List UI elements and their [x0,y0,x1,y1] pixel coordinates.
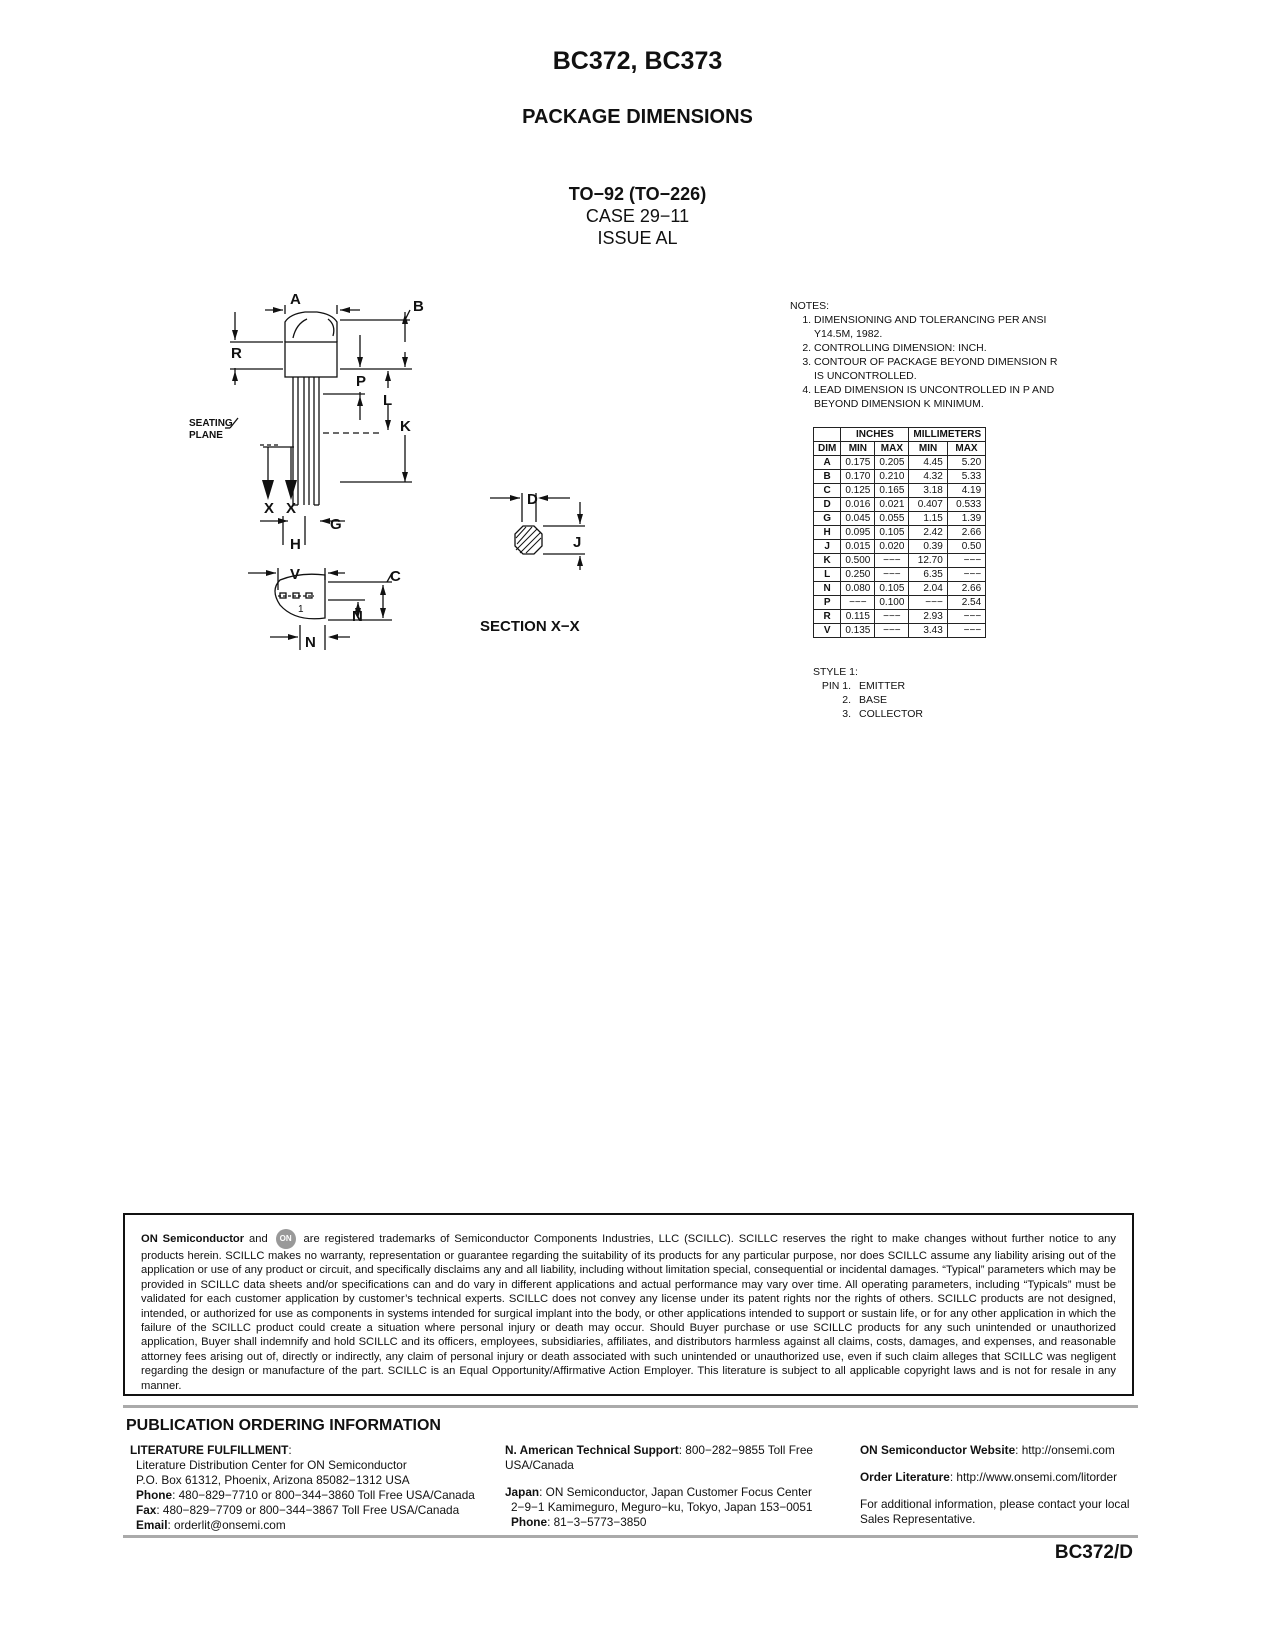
japan-phone-label: Phone [511,1515,548,1529]
value-cell: 5.20 [947,456,985,470]
pin-number: 3. [842,708,851,720]
phone-text: : 480−829−7710 or 800−344−3860 Toll Free USA/Canada [172,1488,475,1502]
col-header-dim: DIM [814,442,841,456]
value-cell: 5.33 [947,470,985,484]
value-cell: 2.42 [909,526,947,540]
value-cell: 0.115 [841,610,875,624]
table-row [814,498,986,512]
value-cell: 0.095 [841,526,875,540]
value-cell: 0.210 [875,470,909,484]
value-cell: 3.43 [909,624,947,638]
package-issue: ISSUE AL [597,228,678,248]
value-cell: 0.015 [841,540,875,554]
table-row [814,470,986,484]
value-cell: 0.39 [909,540,947,554]
package-case: CASE 29−11 [585,206,690,226]
dim-cell: V [814,624,841,638]
group-header-inches: INCHES [841,428,909,442]
table-row [814,540,986,554]
value-cell: 0.205 [875,456,909,470]
value-cell: 3.18 [909,484,947,498]
value-cell: −−− [875,624,909,638]
web-contacts [860,1443,1150,1527]
email-text: : orderlit@onsemi.com [167,1518,286,1532]
section-label: SECTION X−X [480,618,580,635]
label-X-right: X [286,500,297,517]
pin-list [813,679,923,721]
japan-label: Japan [505,1485,540,1499]
table-row [814,582,986,596]
dim-cell: G [814,512,841,526]
label-A: A [290,291,301,308]
lit-heading: LITERATURE FULFILLMENT [130,1443,289,1457]
value-cell: 2.93 [909,610,947,624]
value-cell: 0.045 [841,512,875,526]
note-item: 4. LEAD DIMENSION IS UNCONTROLLED IN P AND BEYOND DIMENSION K MINIMUM. [814,383,1070,411]
japan-address: 2−9−1 Kamimeguro, Meguro−ku, Tokyo, Japan 153−0051 [511,1500,813,1514]
dim-cell: J [814,540,841,554]
table-row [814,554,986,568]
dim-cell: H [814,526,841,540]
label-R: R [231,345,242,362]
notes-list [790,313,1070,411]
value-cell: 0.407 [909,498,947,512]
value-cell: 4.19 [947,484,985,498]
lit-line-2: P.O. Box 61312, Phoenix, Arizona 85082−1312 USA [136,1473,410,1487]
value-cell: 0.250 [841,568,875,582]
label-P: P [356,373,367,390]
divider-bottom [123,1535,1138,1538]
label-L: L [383,392,393,409]
package-name: TO−92 (TO−226) [568,184,707,204]
fax-label: Fax [136,1503,157,1517]
page-title: BC372, BC373 [552,47,723,75]
value-cell: 2.66 [947,526,985,540]
support-contacts [505,1443,835,1530]
on-logo-icon: ON [276,1229,296,1249]
value-cell: 1.39 [947,512,985,526]
label-K: K [400,418,411,435]
dim-cell: A [814,456,841,470]
legal-text: are registered trademarks of Semiconductor Components Industries, LLC (SCILLC). SCILLC reserves the right to make changes without further notice to any products herein. SCILLC makes no warranty, representation or guarantee regarding the suitability of its products for any particular purpose, nor does SCILLC assume any liability arising out of the application or use of any product or circuit, and specifically disclaims any and all liability, including without limitation special, consequential or incidental damages. “Typical” parameters which may be provided in SCILLC data sheets and/or specifications can and do vary in different applications and actual performance may vary over time. All operating parameters, including “Typicals” must be validated for each customer application by customer’s technical experts. SCILLC does not convey any license under its patent rights nor the rights of others. SCILLC products are not designed, intended, or authorized for use as components in systems intended for surgical implant into the body, or other applications intended to support or sustain life, or for any other application in which the failure of the SCILLC product could create a situation where personal injury or death may occur. Should Buyer purchase or use SCILLC products for any such unintended or unauthorized application, Buyer shall indemnify and hold SCILLC and its officers, employees, subsidiaries, affiliates, and distributors harmless against all claims, costs, damages, and expenses, and reasonable attorney fees arising out of, directly or indirectly, any claim of personal injury or death associated with such unintended or unauthorized use, even if such claim alleges that SCILLC was negligent regarding the design or manufacture of the part. SCILLC is an Equal Opportunity/Affirmative Action Employer. This literature is subject to all applicable copyright laws and is not for resale in any manner. [141,1232,1116,1392]
dimensions-table [813,427,986,638]
package-drawing [180,290,660,690]
lit-colon: : [288,1443,292,1457]
value-cell: 2.54 [947,596,985,610]
pin-number: PIN 1. [821,680,851,692]
label-N-lower: N [305,634,316,651]
value-cell: 4.32 [909,470,947,484]
dim-cell: L [814,568,841,582]
table-row [814,610,986,624]
col-header-mm-max: MAX [947,442,985,456]
japan-phone-text: : 81−3−5773−3850 [547,1515,647,1529]
table-corner [814,428,841,442]
style-heading: STYLE 1: [813,666,858,678]
group-header-millimeters: MILLIMETERS [909,428,986,442]
value-cell: 1.15 [909,512,947,526]
pin-number: 2. [842,694,851,706]
dim-cell: P [814,596,841,610]
value-cell: 0.135 [841,624,875,638]
value-cell: −−− [947,610,985,624]
note-item: 1. DIMENSIONING AND TOLERANCING PER ANSI Y14.5M, 1982. [814,313,1070,341]
value-cell: 0.500 [841,554,875,568]
value-cell: 0.100 [875,596,909,610]
na-support-label: N. American Technical Support [505,1443,679,1457]
dim-cell: B [814,470,841,484]
website-label: ON Semiconductor Website [860,1443,1016,1457]
value-cell: 0.105 [875,582,909,596]
section-title: PACKAGE DIMENSIONS [522,106,753,128]
dimensions-table-body [814,456,986,638]
email-label: Email [136,1518,168,1532]
pin1-label: 1 [298,604,304,615]
japan-text: : ON Semiconductor, Japan Customer Focus Center [539,1485,812,1499]
value-cell: 2.66 [947,582,985,596]
pin-function: EMITTER [859,680,906,692]
label-N-upper: N [352,608,363,625]
table-row [814,596,986,610]
body-contour [293,319,307,338]
body-outline [285,342,337,377]
bottom-arrowheads [266,570,386,640]
label-G: G [330,516,342,533]
value-cell: 0.533 [947,498,985,512]
order-literature-text: : http://www.onsemi.com/litorder [949,1470,1118,1484]
value-cell: 0.080 [841,582,875,596]
ordering-heading: PUBLICATION ORDERING INFORMATION [126,1417,441,1434]
document-number: BC372/D [1054,1542,1133,1563]
table-row [814,512,986,526]
value-cell: −−− [947,554,985,568]
body-contour-right [328,319,334,336]
phone-label: Phone [136,1488,173,1502]
seating-plane-label-2: PLANE [189,430,223,441]
value-cell: 0.021 [875,498,909,512]
notes-heading: NOTES: [790,300,830,312]
table-row [814,624,986,638]
label-V: V [290,566,301,583]
order-literature-label: Order Literature [860,1470,950,1484]
dim-cell: K [814,554,841,568]
dim-cell: N [814,582,841,596]
table-row [814,456,986,470]
value-cell: 2.04 [909,582,947,596]
value-cell: −−− [947,624,985,638]
label-X-left: X [264,500,275,517]
value-cell: 0.170 [841,470,875,484]
fax-text: : 480−829−7709 or 800−344−3867 Toll Free USA/Canada [156,1503,460,1517]
label-J: J [573,534,582,551]
label-C: C [390,568,401,585]
pin-row [813,707,923,721]
value-cell: 12.70 [909,554,947,568]
value-cell: 0.016 [841,498,875,512]
seating-plane-label-1: SEATING [189,418,233,429]
notes [790,299,1070,411]
label-D: D [527,491,538,508]
table-row [814,526,986,540]
dim-cell: C [814,484,841,498]
note-item: 3. CONTOUR OF PACKAGE BEYOND DIMENSION R IS UNCONTROLLED. [814,355,1070,383]
arrowheads [232,307,408,524]
website-text: : http://onsemi.com [1015,1443,1115,1457]
value-cell: 0.165 [875,484,909,498]
value-cell: 0.105 [875,526,909,540]
pin-function: COLLECTOR [859,708,923,720]
value-cell: 0.175 [841,456,875,470]
value-cell: 0.125 [841,484,875,498]
bottom-dimension-lines [248,568,392,650]
col-header-in-max: MAX [875,442,909,456]
value-cell: 6.35 [909,568,947,582]
col-header-mm-min: MIN [909,442,947,456]
legal-disclaimer [123,1213,1134,1396]
value-cell: −−− [875,610,909,624]
table-row [814,484,986,498]
value-cell: 0.020 [875,540,909,554]
label-B: B [413,298,424,315]
legal-brand: ON Semiconductor [141,1232,245,1245]
leads [293,377,319,505]
pin-row [813,679,923,693]
value-cell: −−− [875,554,909,568]
value-cell: −−− [875,568,909,582]
dim-cell: D [814,498,841,512]
package-info [0,183,1275,249]
additional-info: For additional information, please contact your local Sales Representative. [860,1497,1130,1526]
value-cell: −−− [841,596,875,610]
value-cell: 0.055 [875,512,909,526]
value-cell: −−− [947,568,985,582]
style-info [813,665,923,721]
value-cell: 4.45 [909,456,947,470]
note-item: 2. CONTROLLING DIMENSION: INCH. [814,341,1070,355]
pin-function: BASE [859,694,888,706]
label-H: H [290,536,301,553]
na-support-text: : 800−282−9855 Toll Free USA/Canada [505,1443,813,1472]
literature-fulfillment [130,1443,510,1533]
lit-line-1: Literature Distribution Center for ON Semiconductor [136,1458,407,1472]
legal-and: and [244,1232,273,1245]
col-header-in-min: MIN [841,442,875,456]
table-row [814,568,986,582]
value-cell: −−− [909,596,947,610]
dim-cell: R [814,610,841,624]
divider-top [123,1405,1138,1408]
value-cell: 0.50 [947,540,985,554]
pin-row [813,693,923,707]
